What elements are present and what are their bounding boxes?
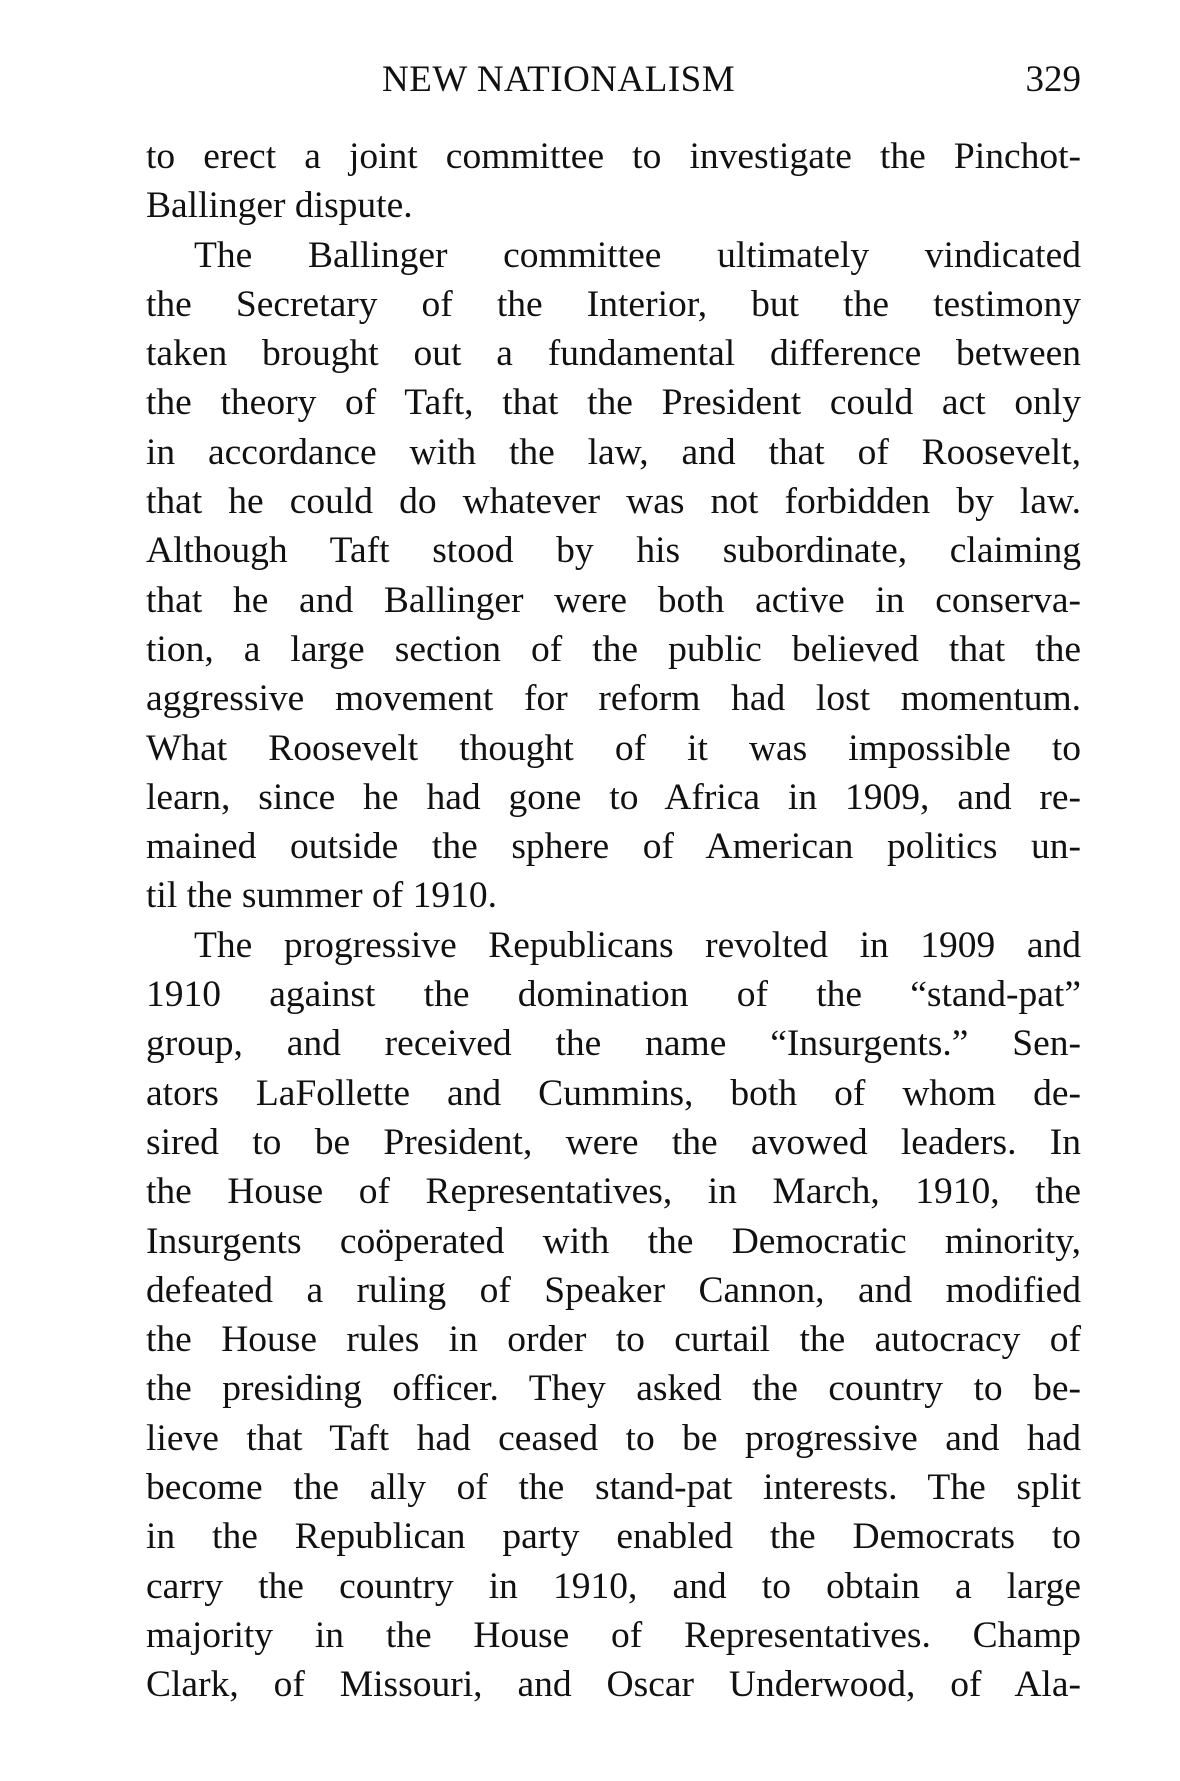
text-line: group, and received the name “Insurgents.” Sen-: [146, 1023, 1081, 1065]
text-line: Insurgents coöperated with the Democratic minority,: [146, 1220, 1081, 1262]
text-line: aggressive movement for reform had lost momentum.: [146, 678, 1081, 720]
text-line: in the Republican party enabled the Democrats to: [146, 1516, 1081, 1558]
text-line: majority in the House of Representatives. Champ: [146, 1614, 1081, 1656]
running-title: NEW NATIONALISM: [382, 59, 736, 100]
text-line: the presiding officer. They asked the country to be-: [146, 1368, 1081, 1410]
text-line: Although Taft stood by his subordinate, claiming: [146, 530, 1081, 572]
text-line: the theory of Taft, that the President could act only: [146, 382, 1081, 424]
text-line: tion, a large section of the public believed that the: [146, 628, 1081, 670]
text-line: mained outside the sphere of American politics un-: [146, 826, 1081, 868]
text-line: learn, since he had gone to Africa in 1909, and re-: [146, 776, 1081, 818]
text-line: taken brought out a fundamental difference between: [146, 333, 1081, 375]
text-line: that he and Ballinger were both active in conserva-: [146, 579, 1081, 621]
text-line: in accordance with the law, and that of Roosevelt,: [146, 431, 1081, 473]
text-line: that he could do whatever was not forbidden by law.: [146, 481, 1081, 523]
text-line: the Secretary of the Interior, but the testimony: [146, 283, 1081, 325]
text-line: Ballinger dispute.: [146, 185, 413, 227]
text-line: What Roosevelt thought of it was impossible to: [146, 727, 1081, 769]
text-line: ators LaFollette and Cummins, both of whom de-: [146, 1072, 1081, 1114]
page-header: [146, 58, 1081, 108]
text-line: carry the country in 1910, and to obtain a large: [146, 1565, 1081, 1607]
text-line: to erect a joint committee to investigate the Pinchot-: [146, 136, 1081, 177]
text-line: The progressive Republicans revolted in 1909 and: [194, 924, 1081, 966]
text-line: The Ballinger committee ultimately vindicated: [194, 234, 1081, 276]
paragraph: [146, 921, 1081, 1710]
text-line: Clark, of Missouri, and Oscar Underwood, of Ala-: [146, 1664, 1081, 1706]
text-line: 1910 against the domination of the “stand-pat”: [146, 974, 1081, 1016]
page-number: 329: [1025, 59, 1081, 100]
page-body: [146, 132, 1081, 1710]
paragraph: [146, 231, 1081, 921]
text-line: til the summer of 1910.: [146, 875, 497, 917]
text-line: the House of Representatives, in March, 1910, the: [146, 1171, 1081, 1213]
text-line: defeated a ruling of Speaker Cannon, and modified: [146, 1269, 1081, 1311]
paragraph: [146, 132, 1081, 231]
text-line: lieve that Taft had ceased to be progressive and had: [146, 1417, 1081, 1459]
text-line: become the ally of the stand-pat interests. The split: [146, 1467, 1081, 1509]
text-line: sired to be President, were the avowed leaders. In: [146, 1121, 1081, 1163]
text-line: the House rules in order to curtail the autocracy of: [146, 1319, 1081, 1361]
